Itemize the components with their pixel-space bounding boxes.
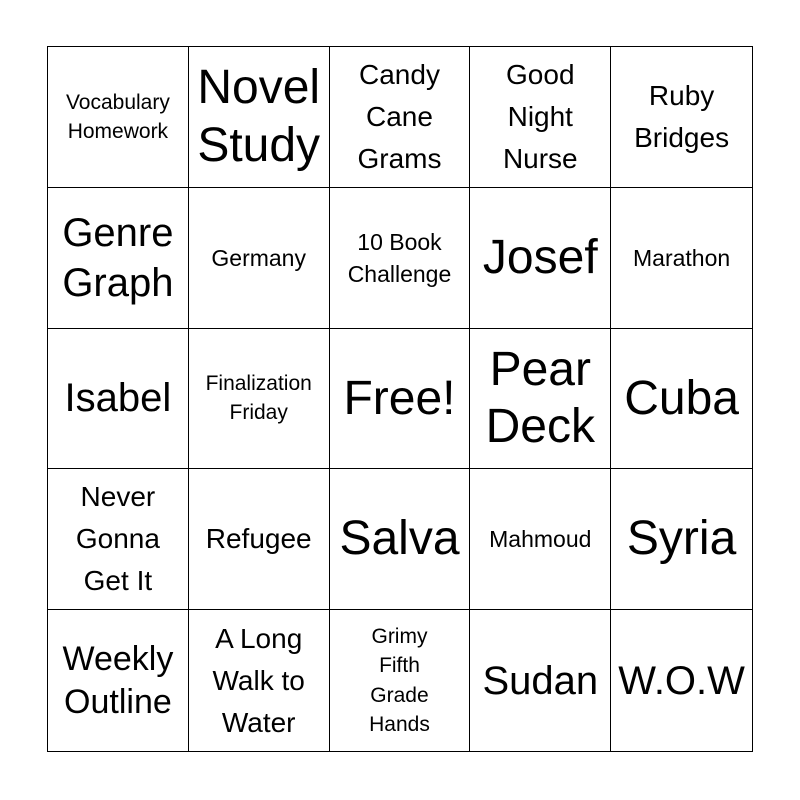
bingo-cell[interactable] [330, 610, 471, 751]
cell-text: Finalization Friday [205, 372, 312, 425]
bingo-cell[interactable] [330, 47, 471, 188]
bingo-cell[interactable] [470, 47, 611, 188]
bingo-cell[interactable] [48, 610, 189, 751]
cell-text: Never Gonna Get It [75, 481, 160, 597]
bingo-cell[interactable] [48, 329, 189, 470]
bingo-cell[interactable] [189, 610, 330, 751]
bingo-board [47, 46, 753, 752]
bingo-cell[interactable] [611, 329, 752, 470]
bingo-cell[interactable] [611, 610, 752, 751]
bingo-cell[interactable] [189, 329, 330, 470]
free-space[interactable] [330, 329, 471, 470]
cell-text: Good Night Nurse [502, 58, 578, 174]
cell-text: A Long Walk to Water [212, 622, 305, 738]
cell-text: Ruby Bridges [634, 79, 730, 153]
cell-text: Vocabulary Homework [65, 90, 170, 143]
bingo-cell[interactable] [189, 469, 330, 610]
cell-text: Grimy Fifth Grade Hands [369, 624, 430, 736]
bingo-cell[interactable] [611, 47, 752, 188]
cell-text: Pear Deck [485, 342, 595, 454]
bingo-cell[interactable] [189, 188, 330, 329]
cell-text: Refugee [205, 523, 312, 555]
bingo-cell[interactable] [611, 188, 752, 329]
cell-text: Mahmoud [489, 526, 592, 553]
cell-text: Germany [211, 244, 306, 271]
bingo-cell[interactable] [48, 188, 189, 329]
cell-text: Cuba [624, 371, 739, 425]
cell-text: Marathon [633, 244, 731, 271]
cell-text: Weekly Outline [62, 640, 174, 721]
bingo-cell[interactable] [48, 469, 189, 610]
bingo-cell[interactable] [470, 469, 611, 610]
bingo-cell[interactable] [470, 188, 611, 329]
bingo-cell[interactable] [470, 329, 611, 470]
bingo-cell[interactable] [611, 469, 752, 610]
cell-text: Syria [626, 512, 737, 566]
cell-text: 10 Book Challenge [347, 228, 452, 287]
cell-text: Josef [482, 230, 598, 284]
cell-text: Isabel [64, 376, 172, 421]
cell-text: Free! [343, 371, 456, 425]
bingo-cell[interactable] [330, 469, 471, 610]
bingo-cell[interactable] [189, 47, 330, 188]
cell-text: Novel Study [197, 61, 321, 172]
bingo-cell[interactable] [470, 610, 611, 751]
cell-text: Salva [339, 512, 460, 566]
cell-text: Candy Cane Grams [357, 58, 442, 174]
bingo-cell[interactable] [330, 188, 471, 329]
cell-text: W.O.W [618, 658, 745, 703]
bingo-cell[interactable] [48, 47, 189, 188]
cell-text: Genre Graph [62, 210, 174, 305]
cell-text: Sudan [482, 658, 599, 703]
